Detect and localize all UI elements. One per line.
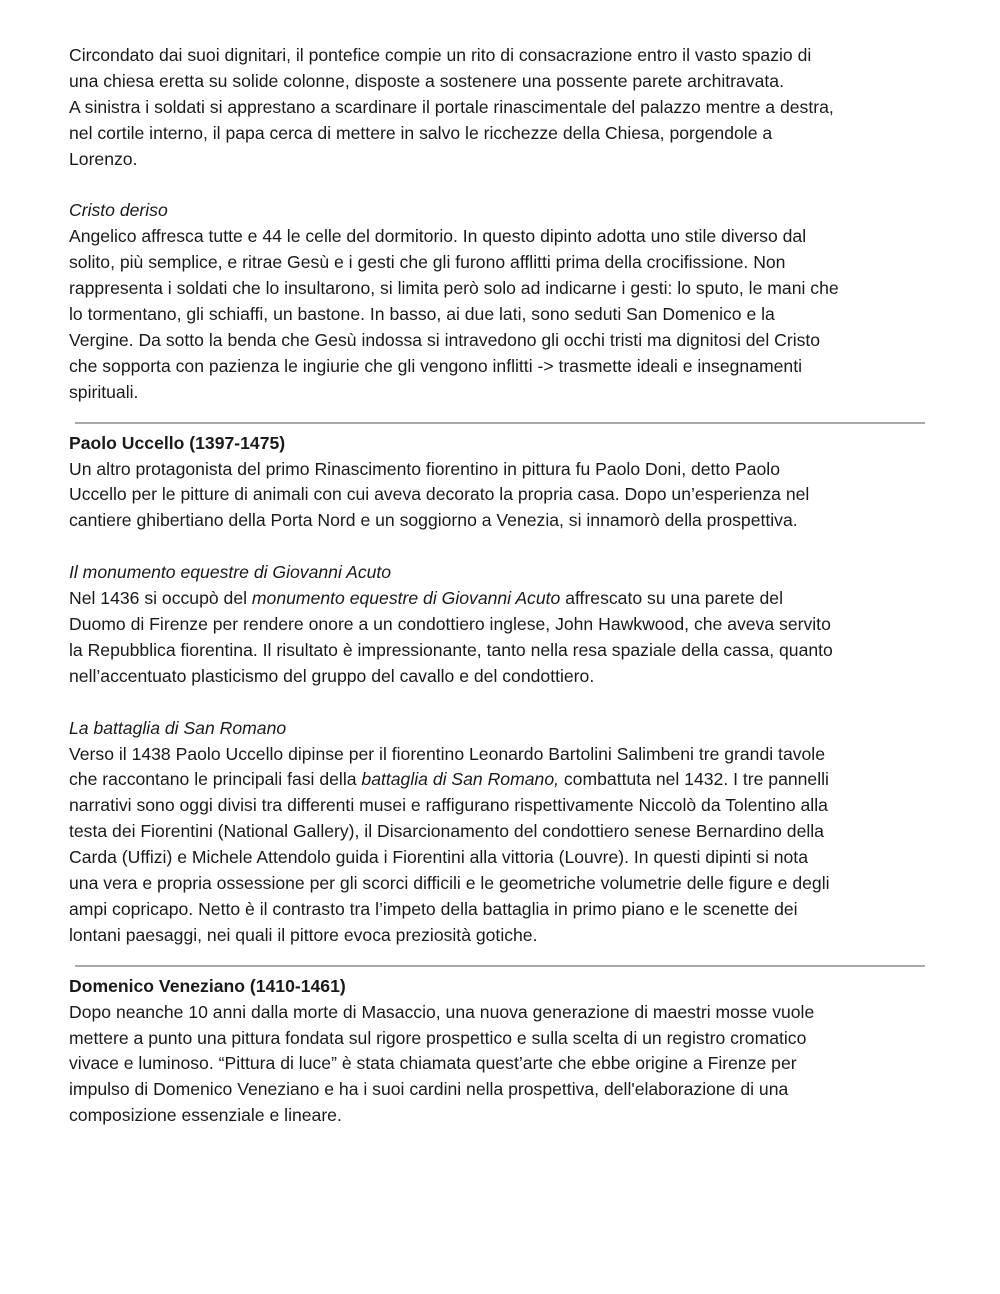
paragraph-monumento-acuto [69,586,931,690]
text-line: mettere a punto una pittura fondata sul rigore prospettico e sulla scelta di un registro cromatico [69,1027,807,1048]
text-line: vivace e luminoso. “Pittura di luce” è stata chiamata quest’arte che ebbe origine a Firenze per [69,1053,797,1074]
text-line: Uccello per le pitture di animali con cui aveva decorato la propria casa. Dopo un’esperienza nel [69,484,810,505]
paragraph-domenico-veneziano [69,1000,931,1130]
text-line: spirituali. [69,381,139,402]
spacer [69,690,931,716]
text-line: testa dei Fiorentini (National Gallery), il Disarcionamento del condottiero senese Bernardino della [69,821,824,842]
text-line: la Repubblica fiorentina. Il risultato è impressionante, tanto nella resa spaziale della cassa, quanto [69,639,833,660]
text-line: Dopo neanche 10 anni dalla morte di Masaccio, una nuova generazione di maestri mosse vuole [69,1001,815,1022]
subtitle-cristo-deriso: Cristo deriso [69,200,168,221]
text-line: Verso il 1438 Paolo Uccello dipinse per il fiorentino Leonardo Bartolini Salimbeni tre grandi tavole [69,743,825,764]
text-line: Un altro protagonista del primo Rinascimento fiorentino in pittura fu Paolo Doni, detto Paolo [69,458,780,479]
document-page [69,43,931,1129]
text-line: nell’accentuato plasticismo del gruppo del cavallo e del condottiero. [69,665,595,686]
text-run: affrescato su una parete del [560,588,783,609]
text-line: Carda (Uffizi) e Michele Attendolo guida i Fiorentini alla vittoria (Louvre). In questi dipinti si nota [69,847,808,868]
text-line: rappresenta i soldati che lo insultarono, si limita però solo ad indicarne i gesti: lo sputo, le mani che [69,278,839,299]
text-line: Angelico affresca tutte e 44 le celle del dormitorio. In questo dipinto adotta uno stile diverso dal [69,226,807,247]
artwork-title: monumento equestre di Giovanni Acuto [251,588,561,609]
text-line: composizione essenziale e lineare. [69,1105,342,1126]
heading-domenico-veneziano: Domenico Veneziano (1410-1461) [69,975,346,996]
text-line: lo tormentano, gli schiaffi, un bastone. In basso, ai due lati, sono seduti San Domenico e la [69,304,775,325]
artwork-title: battaglia di San Romano, [361,769,559,790]
text-line: una chiesa eretta su solide colonne, disposte a sostenere una possente parete architravata. [69,70,784,91]
text-line: A sinistra i soldati si apprestano a scardinare il portale rinascimentale del palazzo mentre a destra, [69,96,834,117]
text-line: nel cortile interno, il papa cerca di mettere in salvo le ricchezze della Chiesa, porgendole a [69,122,773,143]
text-line: Circondato dai suoi dignitari, il pontefice compie un rito di consacrazione entro il vasto spazio di [69,45,812,65]
text-line: narrativi sono oggi divisi tra differenti musei e raffigurano rispettivamente Niccolò da Tolentino alla [69,795,828,816]
text-line: solito, più semplice, e ritrae Gesù e i gesti che gli furono afflitti prima della crocifissione. Non [69,252,786,273]
text-run: che raccontano le principali fasi della [69,769,362,790]
text-line: Vergine. Da sotto la benda che Gesù indossa si intravedono gli occhi tristi ma dignitosi del Cristo [69,329,821,350]
text-line [69,767,931,793]
spacer [69,173,931,199]
paragraph-cristo-deriso [69,224,931,405]
paragraph-paolo-uccello [69,457,931,535]
text-line [69,586,931,612]
text-line: ampi copricapo. Netto è il contrasto tra l’impeto della battaglia in primo piano e le scenette dei [69,898,798,919]
text-line: Duomo di Firenze per rendere onore a un condottiero inglese, John Hawkwood, che aveva servito [69,614,831,634]
text-line: Lorenzo. [69,148,138,169]
text-line: lontani paesaggi, nei quali il pittore evoca preziosità gotiche. [69,924,538,945]
text-line: cantiere ghibertiano della Porta Nord e un soggiorno a Venezia, si innamorò della prospettiva. [69,510,798,531]
paragraph-sisto [69,43,931,173]
subtitle-battaglia-san-romano: La battaglia di San Romano [69,717,287,738]
section-divider [75,965,925,967]
heading-paolo-uccello: Paolo Uccello (1397-1475) [69,432,286,453]
section-divider [75,422,925,424]
text-line: una vera e propria ossessione per gli scorci difficili e le geometriche volumetrie delle figure e degli [69,873,830,894]
text-line: che sopporta con pazienza le ingiurie che gli vengono inflitti -> trasmette ideali e insegnamenti [69,355,803,376]
text-run: combattuta nel 1432. I tre pannelli [559,769,829,790]
subtitle-monumento-acuto: Il monumento equestre di Giovanni Acuto [69,562,392,583]
paragraph-battaglia-san-romano [69,742,931,949]
text-run: Nel 1436 si occupò del [69,588,252,609]
spacer [69,534,931,560]
text-line: impulso di Domenico Veneziano e ha i suoi cardini nella prospettiva, dell'elaborazione di una [69,1079,789,1100]
